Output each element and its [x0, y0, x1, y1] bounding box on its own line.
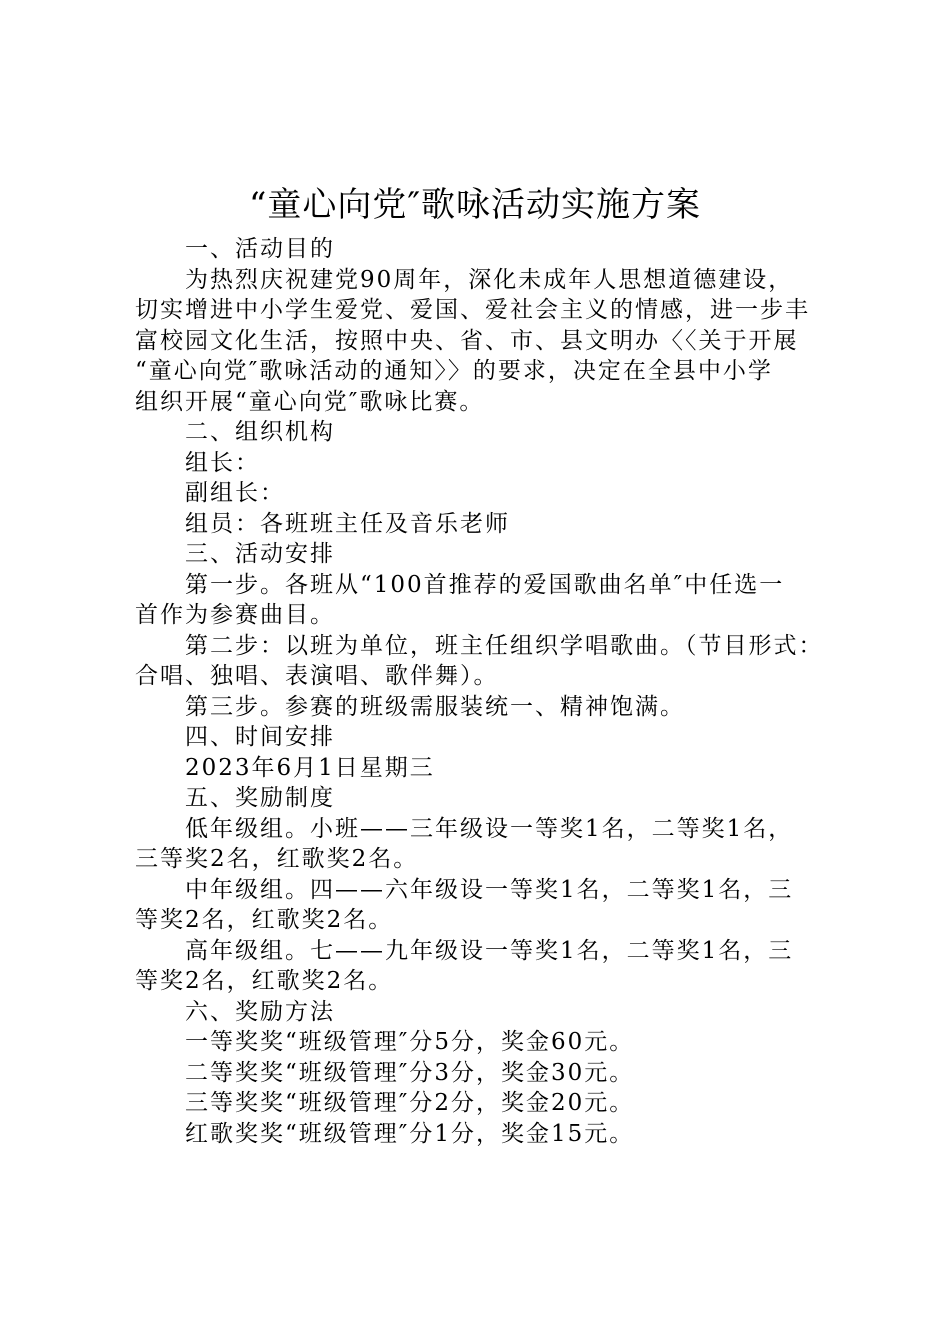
document-title: “童心向党″歌咏活动实施方案	[248, 185, 702, 225]
paragraph-line: 富校园文化生活，按照中央、省、市、县文明办〈〈关于开展	[135, 327, 799, 354]
paragraph-line: 组员：各班班主任及音乐老师	[185, 510, 510, 537]
paragraph-line: 一等奖奖“班级管理″分5分，奖金60元。	[185, 1029, 635, 1055]
paragraph-line: 组织开展“童心向党″歌咏比赛。	[135, 388, 485, 415]
section-heading: 六、奖励方法	[185, 998, 335, 1025]
paragraph-line: 中年级组。四——六年级设一等奖1名，二等奖1名，三	[185, 876, 794, 903]
paragraph-line: 切实增进中小学生爱党、爱国、爱社会主义的情感，进一步丰	[135, 297, 810, 323]
paragraph-line: 等奖2名，红歌奖2名。	[135, 907, 394, 933]
paragraph-line: “童心向党″歌咏活动的通知〉〉的要求，决定在全县中小学	[135, 358, 773, 384]
paragraph-line: 2023年6月1日星期三	[185, 754, 435, 781]
paragraph-line: 组长：	[185, 449, 260, 476]
paragraph-line: 第二步：以班为单位，班主任组织学唱歌曲。（节目形式：	[185, 632, 824, 659]
paragraph-line: 副组长：	[185, 480, 285, 506]
paragraph-line: 低年级组。小班——三年级设一等奖1名，二等奖1名，	[185, 815, 794, 842]
document-body	[135, 234, 825, 1149]
paragraph-line: 三等奖奖“班级管理″分2分，奖金20元。	[185, 1090, 635, 1116]
section-heading: 四、时间安排	[185, 724, 335, 750]
section-heading: 二、组织机构	[185, 419, 335, 445]
paragraph-line: 首作为参赛曲目。	[135, 602, 335, 628]
section-heading: 五、奖励制度	[185, 785, 335, 811]
paragraph-line: 为热烈庆祝建党90周年，深化未成年人思想道德建设，	[185, 266, 794, 293]
paragraph-line: 等奖2名，红歌奖2名。	[135, 968, 394, 994]
section-heading: 三、活动安排	[185, 541, 335, 567]
paragraph-line: 合唱、独唱、表演唱、歌伴舞）。	[135, 663, 499, 689]
paragraph-line: 高年级组。七——九年级设一等奖1名，二等奖1名，三	[185, 937, 794, 964]
paragraph-line: 第一步。各班从“100首推荐的爱国歌曲名单″中任选一	[185, 571, 785, 598]
paragraph-line: 第三步。参赛的班级需服装统一、精神饱满。	[185, 693, 685, 720]
paragraph-line: 三等奖2名，红歌奖2名。	[135, 846, 419, 872]
paragraph-line: 二等奖奖“班级管理″分3分，奖金30元。	[185, 1059, 635, 1086]
section-heading: 一、活动目的	[185, 236, 335, 262]
paragraph-line: 红歌奖奖“班级管理″分1分，奖金15元。	[185, 1120, 635, 1147]
